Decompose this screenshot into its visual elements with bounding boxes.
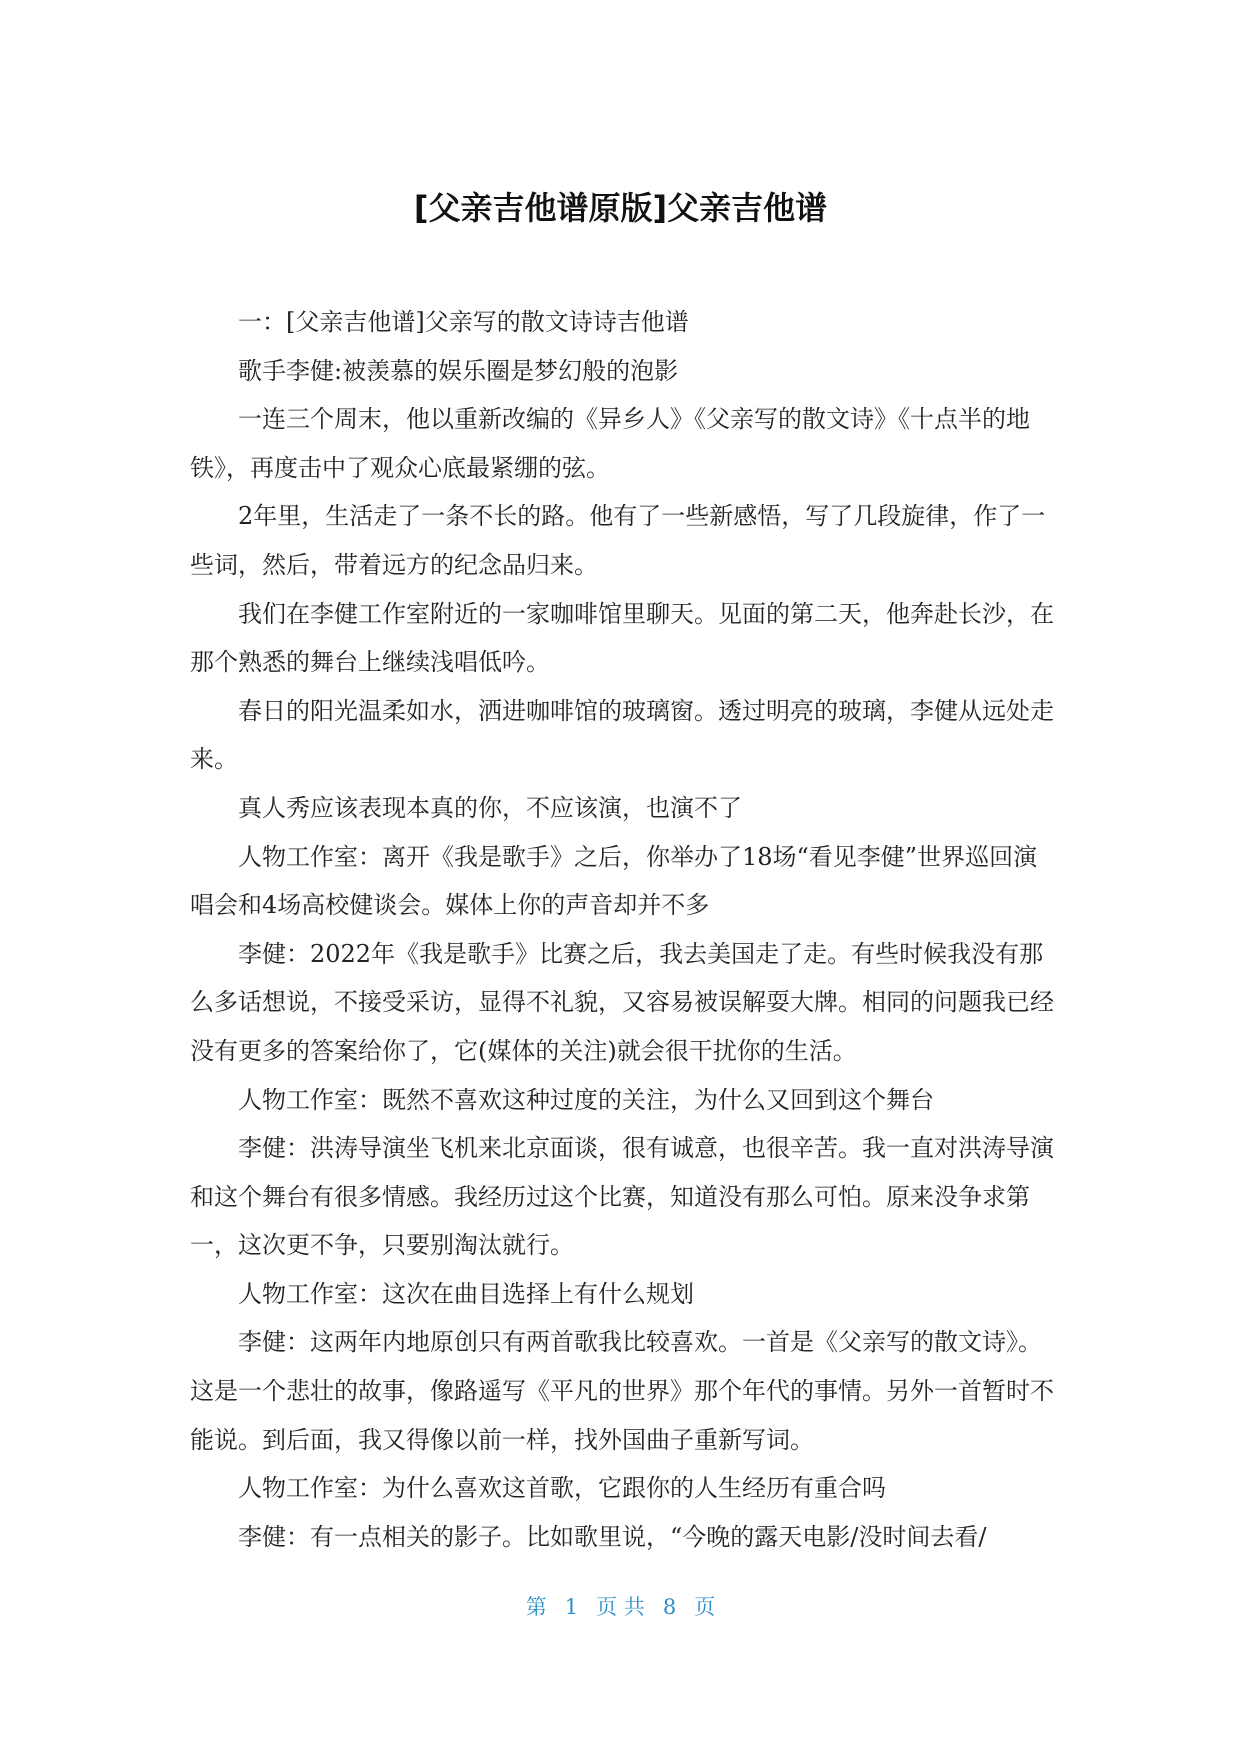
paragraph: 真人秀应该表现本真的你，不应该演，也演不了: [238, 793, 742, 822]
footer-prefix: 第: [525, 1595, 547, 1619]
paragraph: 人物工作室：离开《我是歌手》之后，你举办了18场“看见李健”世界巡回演唱会和4场高校健谈会。媒体上你的声音却并不多: [190, 842, 1038, 920]
paragraph: 李健：2022年《我是歌手》比赛之后，我去美国走了走。有些时候我没有那么多话想说，不接受采访，显得不礼貌，又容易被误解耍大牌。相同的问题我已经没有更多的答案给你了，它(媒体的关注)就会很干扰你的生活。: [190, 939, 1054, 1065]
footer-middle: 页 共: [596, 1595, 645, 1619]
paragraph: 人物工作室：既然不喜欢这种过度的关注，为什么又回到这个舞台: [238, 1085, 934, 1114]
document-body: [190, 298, 1054, 1561]
footer-suffix: 页: [694, 1595, 716, 1619]
paragraph: 人物工作室：为什么喜欢这首歌，它跟你的人生经历有重合吗: [238, 1474, 886, 1503]
page-footer: [0, 1592, 1241, 1622]
paragraph: 春日的阳光温柔如水，洒进咖啡馆的玻璃窗。透过明亮的玻璃，李健从远处走来。: [190, 696, 1054, 774]
paragraph: 歌手李健:被羡慕的娱乐圈是梦幻般的泡影: [238, 356, 679, 385]
total-page-count: 8: [662, 1595, 677, 1619]
paragraph: 李健：这两年内地原创只有两首歌我比较喜欢。一首是《父亲写的散文诗》。这是一个悲壮的故事，像路遥写《平凡的世界》那个年代的事情。另外一首暂时不能说。到后面，我又得像以前一样，找外国曲子重新写词。: [190, 1328, 1054, 1454]
paragraph: 李健：洪涛导演坐飞机来北京面谈，很有诚意，也很辛苦。我一直对洪涛导演和这个舞台有很多情感。我经历过这个比赛，知道没有那么可怕。原来没争求第一，这次更不争，只要别淘汰就行。: [190, 1134, 1054, 1260]
document-title: [父亲吉他谱原版]父亲吉他谱: [413, 189, 828, 227]
paragraph: 一连三个周末，他以重新改编的《异乡人》《父亲写的散文诗》《十点半的地铁》，再度击中了观众心底最紧绷的弦。: [190, 405, 1030, 482]
paragraph: 2年里，生活走了一条不长的路。他有了一些新感悟，写了几段旋律，作了一些词，然后，带着远方的纪念品归来。: [190, 502, 1046, 579]
paragraph: 李健：有一点相关的影子。比如歌里说，“今晚的露天电影/没时间去看/: [238, 1522, 987, 1551]
paragraph: 人物工作室：这次在曲目选择上有什么规划: [238, 1279, 694, 1308]
current-page-number: 1: [564, 1595, 579, 1619]
paragraph: 我们在李健工作室附近的一家咖啡馆里聊天。见面的第二天，他奔赴长沙，在那个熟悉的舞台上继续浅唱低吟。: [190, 599, 1054, 677]
paragraph: 一：[父亲吉他谱]父亲写的散文诗诗吉他谱: [238, 308, 689, 336]
